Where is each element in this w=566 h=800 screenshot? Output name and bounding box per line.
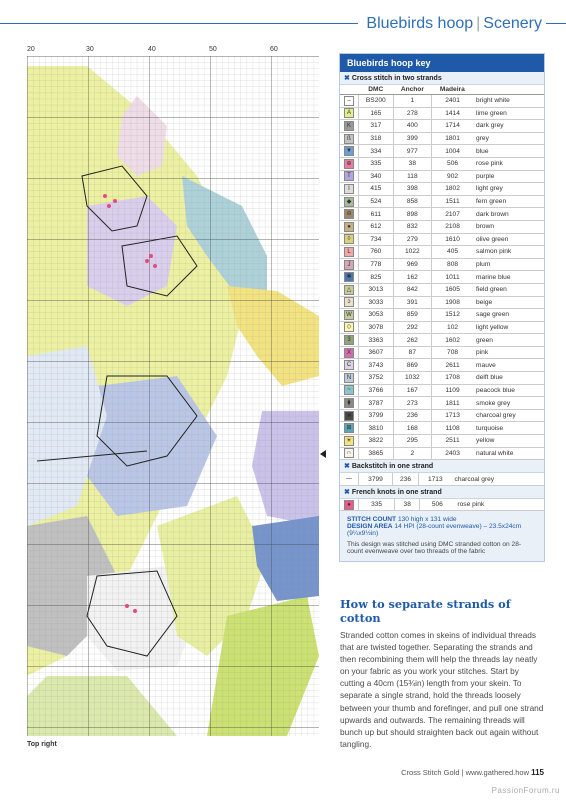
key-row [340, 246, 544, 259]
key-madeira: 902 [432, 170, 473, 183]
key-symbol: C [344, 360, 354, 370]
key-anchor: 398 [393, 183, 431, 196]
key-dmc: 3607 [359, 346, 394, 359]
key-dmc: 612 [359, 220, 394, 233]
key-symbol: L [344, 247, 354, 257]
key-madeira: 1109 [432, 384, 473, 397]
key-madeira: 2401 [432, 95, 473, 108]
stitch-count-value: 130 high x 131 wide [397, 516, 457, 524]
key-anchor: 898 [393, 208, 431, 221]
key-symbol: ■ [344, 411, 354, 421]
key-row [340, 95, 544, 108]
key-anchor: 1032 [393, 372, 431, 385]
column-header-dmc: DMC [359, 85, 394, 95]
key-anchor: 38 [393, 157, 431, 170]
key-madeira: 1713 [419, 473, 452, 485]
column-header-symbol [340, 85, 359, 95]
key-row [340, 422, 544, 435]
stitch-count [347, 516, 537, 523]
key-symbol-cell [340, 120, 359, 133]
key-madeira: 506 [420, 499, 455, 511]
key-anchor: 279 [393, 233, 431, 246]
key-row [340, 233, 544, 246]
key-dmc: 778 [359, 258, 394, 271]
header-subsection: Scenery [483, 15, 542, 32]
key-symbol: ⧫ [344, 398, 354, 408]
key-row [340, 195, 544, 208]
key-anchor: 38 [395, 499, 420, 511]
backstitch-table [340, 473, 544, 486]
key-madeira: 1512 [432, 309, 473, 322]
key-row [340, 283, 544, 296]
key-colour-name: dark brown [473, 208, 544, 221]
key-dmc: 3799 [359, 473, 393, 485]
key-dmc: 318 [359, 132, 394, 145]
ruler-label: 30 [86, 46, 94, 53]
key-symbol: ◇ [344, 322, 354, 332]
key-row [340, 435, 544, 448]
key-dmc: 340 [359, 170, 394, 183]
key-anchor: 278 [393, 107, 431, 120]
key-symbol: ◊ [344, 234, 354, 244]
key-madeira: 1004 [432, 145, 473, 158]
key-row [340, 473, 544, 485]
key-symbol: ↄ [344, 297, 354, 307]
page-footer: Cross Stitch Gold | www.gathered.how 115 [401, 768, 544, 777]
key-title: Bluebirds hoop key [340, 54, 544, 72]
key-anchor: 262 [393, 334, 431, 347]
header-section: Bluebirds hoop [366, 15, 474, 32]
key-madeira: 1108 [432, 422, 473, 435]
key-colour-name: natural white [473, 447, 544, 460]
key-colour-name: pink [473, 346, 544, 359]
key-symbol-cell [340, 145, 359, 158]
key-symbol: ∩ [344, 448, 354, 458]
header-title [358, 10, 546, 38]
key-symbol-cell [340, 283, 359, 296]
key-symbol-cell [340, 246, 359, 259]
key-symbol-cell [340, 233, 359, 246]
key-dmc: 3799 [359, 409, 394, 422]
page-header [0, 10, 566, 40]
key-madeira: 2611 [432, 359, 473, 372]
key-madeira: 2108 [432, 220, 473, 233]
key-colour-name: charcoal grey [452, 473, 544, 485]
backstitch-heading [340, 460, 544, 473]
key-colour-name: turquoise [473, 422, 544, 435]
key-symbol-cell [340, 208, 359, 221]
key-colour-name: purple [473, 170, 544, 183]
key-anchor: 399 [393, 132, 431, 145]
key-symbol-cell [340, 447, 359, 460]
key-symbol: ⊞ [344, 423, 354, 433]
key-symbol-cell [340, 170, 359, 183]
key-symbol: ● [344, 222, 354, 232]
key-symbol-cell [340, 359, 359, 372]
key-symbol: A [344, 108, 354, 118]
article-body: Stranded cotton comes in skeins of individual threads that are twisted together. Separating the strands and then recombining them will help the threads lay neatly on your fabric as you work your stitches. Start by cutting a 40cm (15¾in) length from your skein. To separate a single strand, hold the threads loosely between your thumb and forefinger, and pull one strand upwards and outwards. The remaining threads will bunch up but should straighten back out again without tangling. [340, 630, 544, 749]
key-colour-name: rose pink [473, 157, 544, 170]
key-anchor: 1022 [393, 246, 431, 259]
key-anchor: 859 [393, 309, 431, 322]
key-madeira: 2511 [432, 435, 473, 448]
key-symbol-cell [340, 107, 359, 120]
key-symbol: I [344, 184, 354, 194]
key-anchor: 118 [393, 170, 431, 183]
key-colour-name: peacock blue [473, 384, 544, 397]
key-dmc: 3787 [359, 397, 394, 410]
column-header-name [473, 85, 544, 95]
key-symbol-cell [340, 397, 359, 410]
cross-icon: ✖ [344, 463, 350, 471]
key-madeira: 1511 [432, 195, 473, 208]
key-madeira: 1708 [432, 372, 473, 385]
key-row [340, 170, 544, 183]
key-colour-name: light yellow [473, 321, 544, 334]
key-dmc: 3743 [359, 359, 394, 372]
key-dmc: 825 [359, 271, 394, 284]
center-row-arrow-icon [320, 450, 326, 458]
key-row [340, 107, 544, 120]
key-madeira: 2403 [432, 447, 473, 460]
cross-stitch-chart [27, 56, 319, 736]
french-knot-heading [340, 486, 544, 499]
key-anchor: 400 [393, 120, 431, 133]
key-symbol-cell [340, 258, 359, 271]
key-row [340, 409, 544, 422]
key-symbol-cell [340, 334, 359, 347]
key-symbol-cell [340, 409, 359, 422]
ruler-label: 50 [209, 46, 217, 53]
key-colour-name: brown [473, 220, 544, 233]
key-anchor: 292 [393, 321, 431, 334]
key-symbol: ☀ [344, 436, 354, 446]
key-symbol-cell [340, 220, 359, 233]
key-colour-name: dark grey [473, 120, 544, 133]
key-symbol-cell [340, 346, 359, 359]
key-madeira: 1714 [432, 120, 473, 133]
key-symbol-cell [340, 321, 359, 334]
header-separator: | [476, 15, 481, 32]
stitch-key-panel [339, 53, 545, 562]
key-colour-name: mauve [473, 359, 544, 372]
key-anchor: 167 [393, 384, 431, 397]
key-colour-name: olive green [473, 233, 544, 246]
key-colour-name: beige [473, 296, 544, 309]
key-row [340, 346, 544, 359]
cross-icon: ✖ [344, 75, 350, 82]
ruler-label: 60 [270, 46, 278, 53]
key-anchor: 162 [393, 271, 431, 284]
key-symbol: — [346, 476, 352, 483]
key-dmc: 611 [359, 208, 394, 221]
key-madeira: 1610 [432, 233, 473, 246]
key-madeira: 1801 [432, 132, 473, 145]
key-row [340, 157, 544, 170]
key-row [340, 271, 544, 284]
key-symbol: N [344, 373, 354, 383]
key-anchor: 832 [393, 220, 431, 233]
key-madeira: 808 [432, 258, 473, 271]
key-colour-name: marine blue [473, 271, 544, 284]
key-anchor: 2 [393, 447, 431, 460]
key-row [340, 220, 544, 233]
stitch-count-label: STITCH COUNT [347, 516, 397, 524]
key-madeira: 1908 [432, 296, 473, 309]
key-dmc: 165 [359, 107, 394, 120]
key-madeira: 708 [432, 346, 473, 359]
key-dmc: 3766 [359, 384, 394, 397]
cross-stitch-rows [340, 95, 544, 460]
key-symbol: 3 [344, 335, 354, 345]
key-row [340, 208, 544, 221]
key-symbol: ⊖ [344, 209, 354, 219]
key-symbol: ✱ [344, 272, 354, 282]
key-dmc: 3752 [359, 372, 394, 385]
key-anchor: 858 [393, 195, 431, 208]
key-symbol: T [344, 171, 354, 181]
footer-magazine: Cross Stitch Gold [401, 768, 460, 777]
key-row [340, 321, 544, 334]
key-symbol-cell [340, 271, 359, 284]
key-row [340, 258, 544, 271]
key-dmc: 734 [359, 233, 394, 246]
key-anchor: 236 [393, 409, 431, 422]
cross-stitch-heading-text: Cross stitch in two strands [351, 75, 442, 82]
key-colour-name: light grey [473, 183, 544, 196]
key-row [340, 447, 544, 460]
key-dmc: 3363 [359, 334, 394, 347]
key-anchor: 869 [393, 359, 431, 372]
key-anchor: 87 [393, 346, 431, 359]
key-row [340, 384, 544, 397]
key-colour-name: salmon pink [473, 246, 544, 259]
key-anchor: 236 [393, 473, 419, 485]
key-colour-name: plum [473, 258, 544, 271]
watermark: PassionForum.ru [491, 786, 560, 795]
key-anchor: 977 [393, 145, 431, 158]
key-symbol: X [344, 348, 354, 358]
key-colour-name: bright white [473, 95, 544, 108]
key-symbol-cell [340, 157, 359, 170]
key-dmc: 3865 [359, 447, 394, 460]
key-symbol-cell [340, 296, 359, 309]
cross-stitch-heading [340, 72, 544, 85]
key-notes [340, 511, 544, 561]
key-colour-name: rose pink [454, 499, 544, 511]
key-madeira: 506 [432, 157, 473, 170]
article [340, 597, 545, 750]
chart-canvas [27, 56, 319, 736]
cross-stitch-table [340, 85, 544, 460]
key-symbol: ß [344, 134, 354, 144]
key-colour-name: sage green [473, 309, 544, 322]
key-anchor: 273 [393, 397, 431, 410]
key-colour-name: fern green [473, 195, 544, 208]
french-knot-rows [340, 499, 544, 511]
key-dmc: 3013 [359, 283, 394, 296]
key-dmc: 3033 [359, 296, 394, 309]
key-symbol-cell [340, 422, 359, 435]
key-madeira: 2107 [432, 208, 473, 221]
key-symbol-cell [340, 95, 359, 108]
key-colour-name: blue [473, 145, 544, 158]
key-colour-name: green [473, 334, 544, 347]
key-dmc: 335 [359, 157, 394, 170]
page-number: 115 [531, 768, 544, 777]
key-row [340, 145, 544, 158]
backstitch-heading-text: Backstitch in one strand [351, 463, 434, 471]
key-symbol-cell [340, 384, 359, 397]
key-symbol: △ [344, 285, 354, 295]
french-knot-table [340, 499, 544, 512]
key-row [340, 132, 544, 145]
key-anchor: 842 [393, 283, 431, 296]
key-symbol: ~ [344, 385, 354, 395]
key-dmc: 3822 [359, 435, 394, 448]
design-area-label: DESIGN AREA [347, 523, 393, 531]
key-symbol: ● [344, 500, 354, 510]
key-madeira: 405 [432, 246, 473, 259]
key-colour-name: field green [473, 283, 544, 296]
key-dmc: 3053 [359, 309, 394, 322]
key-colour-name: yellow [473, 435, 544, 448]
key-row [340, 397, 544, 410]
key-madeira: 1605 [432, 283, 473, 296]
key-madeira: 102 [432, 321, 473, 334]
key-row [340, 359, 544, 372]
key-colour-name: delft blue [473, 372, 544, 385]
key-dmc: 317 [359, 120, 394, 133]
key-symbol: J [344, 260, 354, 270]
key-dmc: 3810 [359, 422, 394, 435]
key-madeira: 1811 [432, 397, 473, 410]
key-madeira: 1011 [432, 271, 473, 284]
design-area-value: 14 HPI (28-count evenweave) – 23.5x24cm (9¼x9½in) [347, 523, 522, 538]
design-area [347, 523, 537, 537]
key-madeira: 1602 [432, 334, 473, 347]
key-symbol-cell [340, 183, 359, 196]
ruler-label: 20 [27, 46, 35, 53]
key-dmc: 415 [359, 183, 394, 196]
key-row [340, 296, 544, 309]
key-symbol: ⊕ [344, 159, 354, 169]
column-header-anchor: Anchor [393, 85, 431, 95]
key-dmc: 760 [359, 246, 394, 259]
key-symbol: W [344, 310, 354, 320]
column-header-madeira: Madeira [432, 85, 473, 95]
key-anchor: 969 [393, 258, 431, 271]
key-symbol: K [344, 121, 354, 131]
french-knot-heading-text: French knots in one strand [351, 488, 442, 496]
key-colour-name: charcoal grey [473, 409, 544, 422]
key-symbol-cell [340, 132, 359, 145]
key-anchor: 1 [393, 95, 431, 108]
key-colour-name: lime green [473, 107, 544, 120]
key-symbol: ◆ [344, 197, 354, 207]
key-dmc: BS200 [359, 95, 394, 108]
key-colour-name: grey [473, 132, 544, 145]
key-madeira: 1713 [432, 409, 473, 422]
key-symbol-cell [340, 435, 359, 448]
cross-icon: ✖ [344, 488, 350, 496]
footer-url: www.gathered.how [465, 768, 529, 777]
key-anchor: 168 [393, 422, 431, 435]
chart-ruler [27, 46, 319, 56]
key-dmc: 335 [359, 499, 395, 511]
key-dmc: 524 [359, 195, 394, 208]
backstitch-rows [340, 473, 544, 485]
key-symbol-cell [340, 473, 359, 485]
key-symbol: – [344, 96, 354, 106]
key-note: This design was stitched using DMC stranded cotton on 28-count evenweave over two threads of the fabric [347, 541, 522, 556]
key-row [340, 120, 544, 133]
key-row [340, 499, 544, 511]
key-row [340, 334, 544, 347]
key-symbol: ▼ [344, 146, 354, 156]
ruler-label: 40 [148, 46, 156, 53]
key-madeira: 1414 [432, 107, 473, 120]
key-row [340, 309, 544, 322]
key-row [340, 372, 544, 385]
key-colour-name: smoke grey [473, 397, 544, 410]
article-heading: How to separate strands of cotton [340, 597, 511, 625]
key-anchor: 295 [393, 435, 431, 448]
key-symbol-cell [340, 372, 359, 385]
key-dmc: 3078 [359, 321, 394, 334]
key-symbol-cell [340, 195, 359, 208]
key-dmc: 334 [359, 145, 394, 158]
key-symbol-cell [340, 499, 359, 511]
key-row [340, 183, 544, 196]
key-madeira: 1802 [432, 183, 473, 196]
key-anchor: 391 [393, 296, 431, 309]
key-symbol-cell [340, 309, 359, 322]
chart-caption: Top right [27, 741, 57, 748]
